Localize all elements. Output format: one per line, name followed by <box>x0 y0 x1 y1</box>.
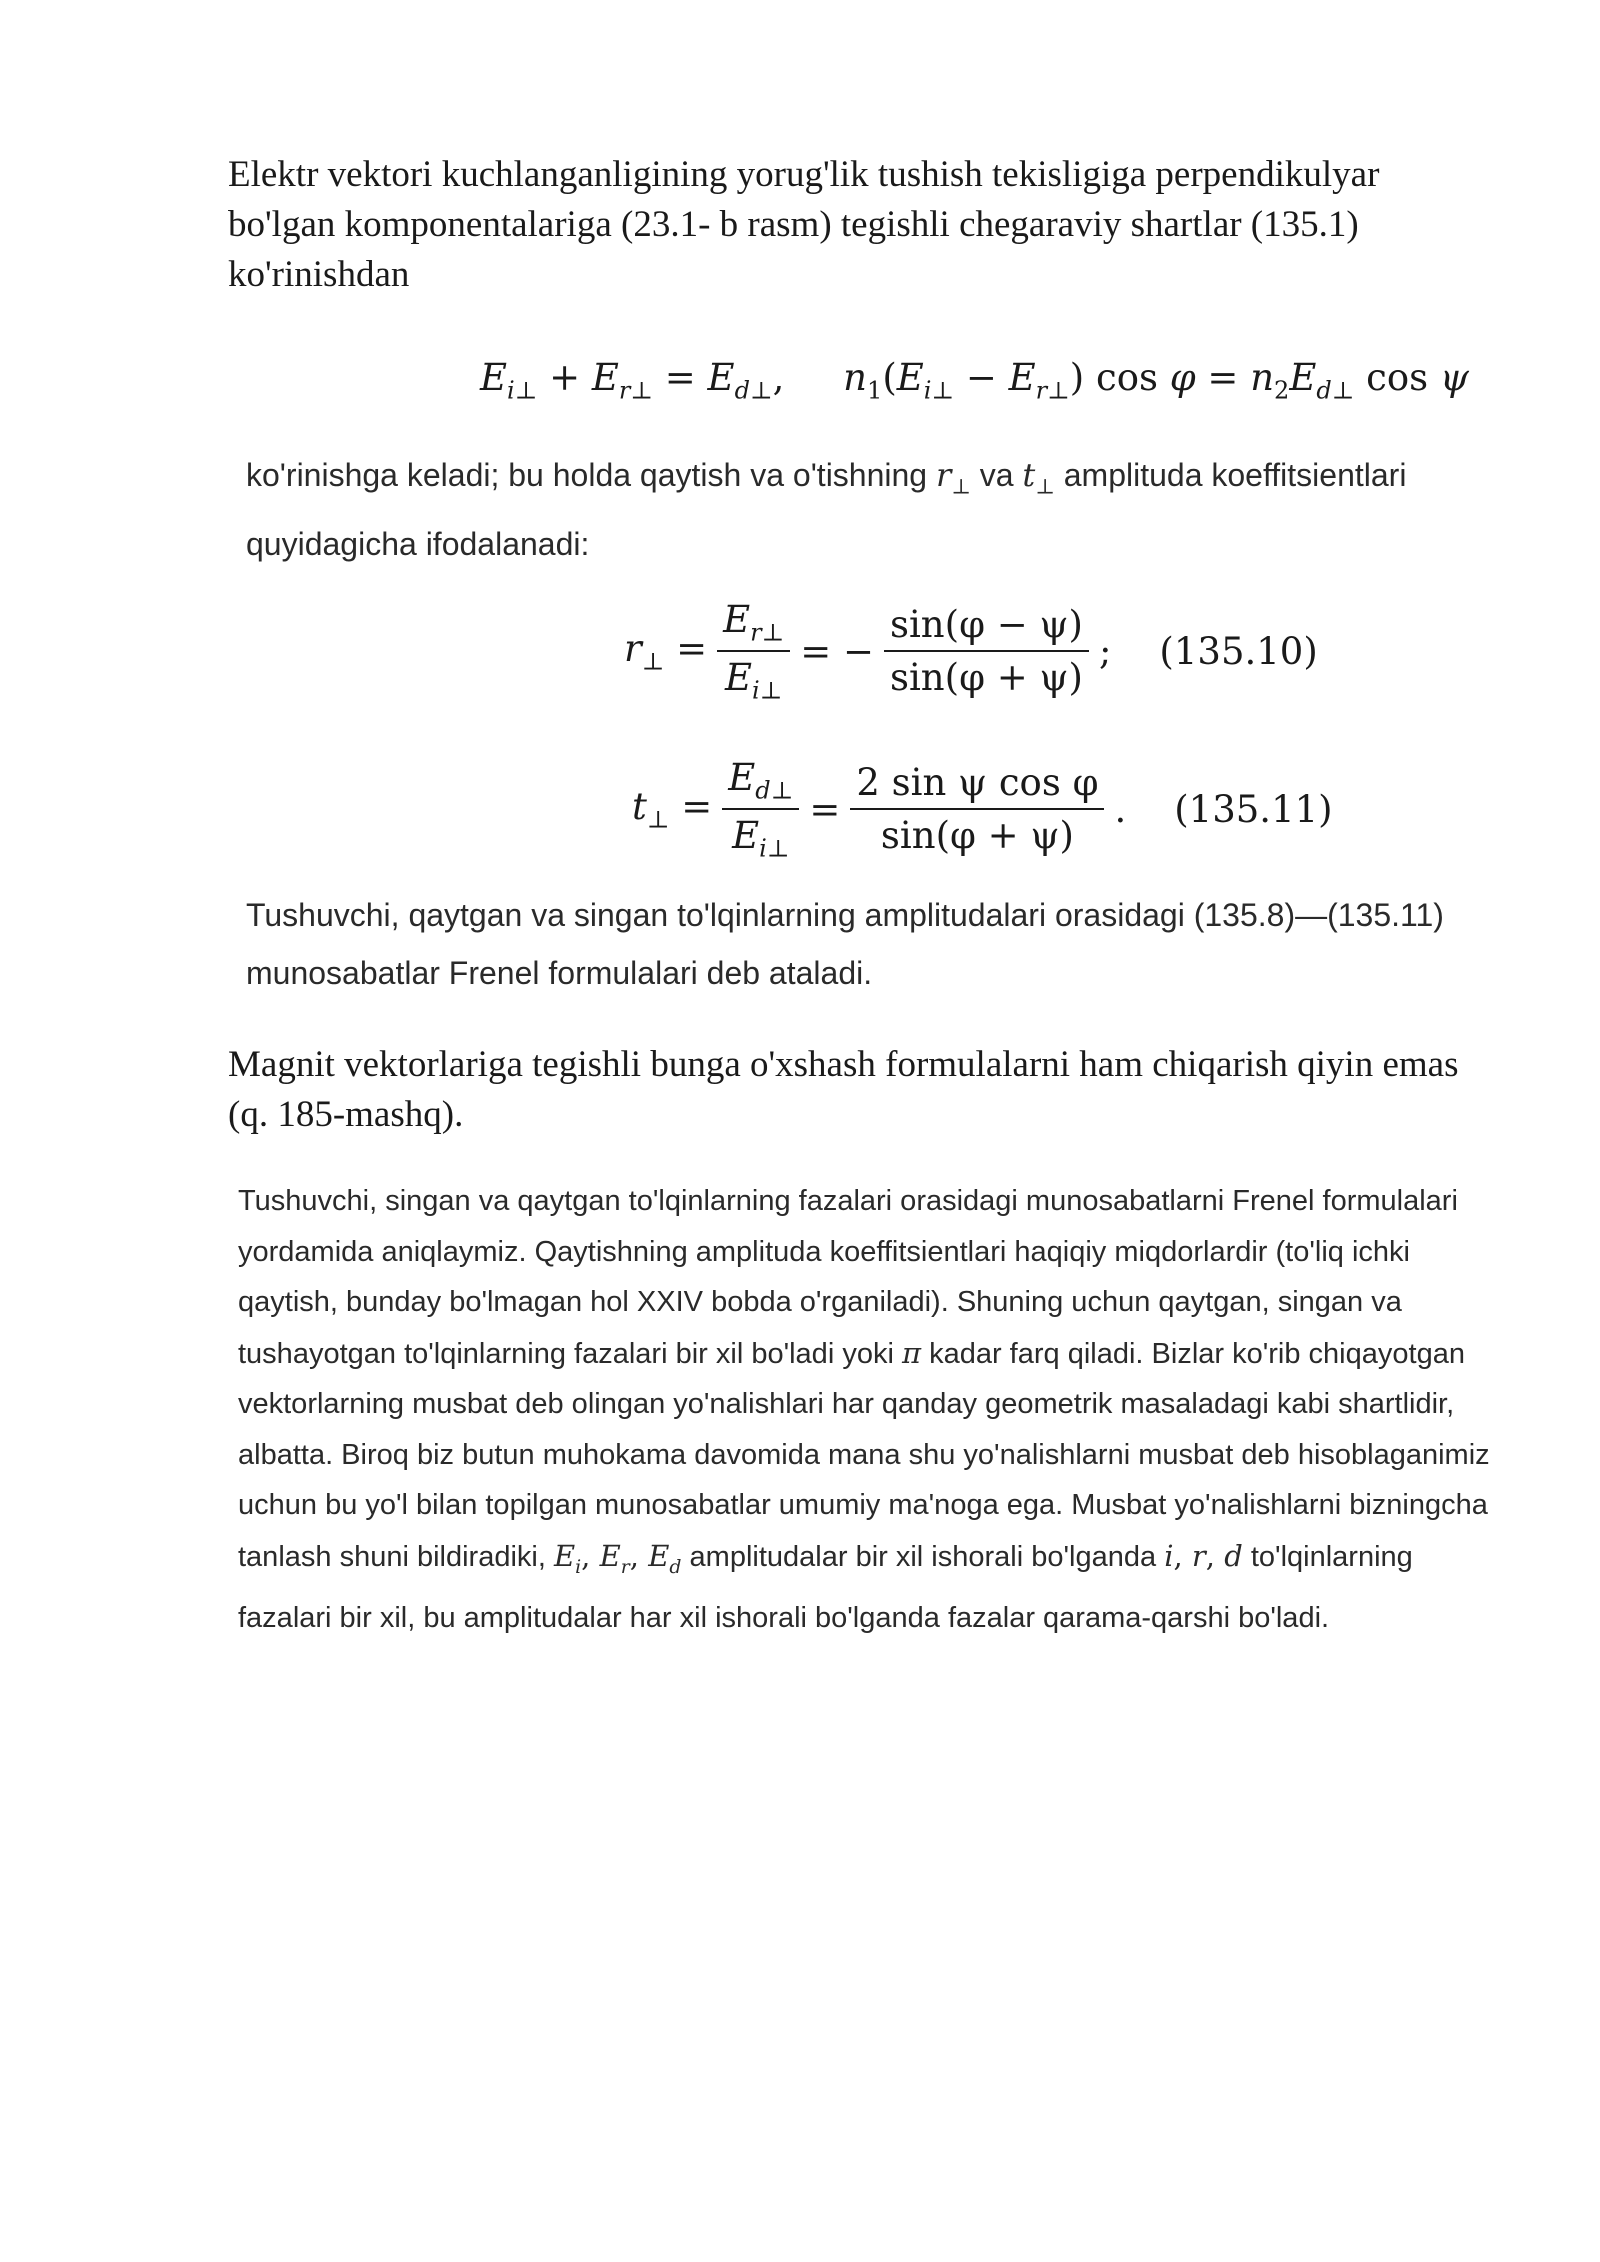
text-segment: kadar farq qiladi. Bizlar ko'rib chiqayotgan vektorlarning musbat deb olingan yo'nalishlari har qanday geometrik masaladagi kabi shartlidir, albatta. Biroq biz butun muhokama davomida mana shu yo'nalishlarni musbat deb hisoblaganimiz uchun bu yo'l bilan topilgan munosabatlar umumiy ma'noga ega. Musbat yo'nalishlarni bizningcha tanlash shuni bildiradiki, <box>238 1337 1490 1573</box>
paragraph-coefficients <box>246 446 1496 573</box>
text-segment: va <box>979 457 1014 493</box>
equation-boundary-conditions: $E_{i\perp} + E_{r\perp} = E_{d\perp}$, $n_1(E_{i\perp} - E_{r\perp})$ $\cos \varphi = n_2E_{d\perp}$ cos ψ <box>480 356 1469 405</box>
equation-t-perp: $t_\perp$ = $\frac{E_{d\perp}}{E_{i\perp}}$ = $\frac{\text{2 sin ψ cos φ}}{\sin(\varphi + \psi)}$ . (135.11) <box>632 756 1333 863</box>
text-segment: amplituda koeffitsientlari quyidagicha ifodalanadi: <box>246 457 1407 563</box>
text-segment: to'lqinlarning fazalari bir xil, bu amplitudalar har xil ishorali bo'lganda fazalar qarama-qarshi bo'ladi. <box>238 1540 1413 1634</box>
paragraph-frenel: Tushuvchi, qaytgan va singan to'lqinlarning amplitudalari orasidagi (135.8)—(135.11) munosabatlar Frenel formulalari deb ataladi. <box>246 897 1444 991</box>
symbol-pi: π <box>901 1335 922 1370</box>
fraction-ed-ei: $\frac{E_{d\perp}}{E_{i\perp}}$ <box>722 756 799 863</box>
fraction-sin: $\frac{\sin(\varphi - \psi)}{\sin(\varphi + \psi)}$ <box>884 603 1089 699</box>
text-segment: amplitudalar bir xil ishorali bo'lganda <box>689 1540 1157 1573</box>
symbol-r-perp: $r_\perp$ <box>935 456 971 499</box>
symbols-amplitudes: $E_i$, $E_r$, $E_d$ <box>553 1538 682 1578</box>
paragraph-intro: Elektr vektori kuchlanganligining yorug'lik tushish tekisligiga perpendikulyar bo'lgan komponentalariga (23.1- b rasm) tegishli chegaraviy shartlar (135.1) ko'rinishdan <box>228 154 1380 295</box>
symbol-t-perp: $t_\perp$ <box>1022 456 1055 499</box>
text-segment: ko'rinishga keladi; bu holda qaytish va o'tishning <box>246 457 928 493</box>
symbols-waves: i, r, d <box>1164 1538 1243 1573</box>
paragraph-magnetic: Magnit vektorlariga tegishli bunga o'xshash formulalarni ham chiqarish qiyin emas (q. 185-mashq). <box>228 1044 1459 1135</box>
text-segment: Tushuvchi, singan va qaytgan to'lqinlarning fazalari orasidagi munosabatlarni Frenel formulalari yordamida aniqlaymiz. Qaytishning amplituda koeffitsientlari haqiqiy miqdorlardir (to'liq ichki qaytish, bunday bo'lmagan hol XXIV bobda o'rganiladi). Shuning uchun qaytgan, singan va tushayotgan to'lqinlarning fazalari bir xil bo'ladi yoki <box>238 1185 1458 1370</box>
equation-number-135-11: (135.11) <box>1174 787 1333 831</box>
eq-symbol-n: n <box>843 356 868 399</box>
fraction-er-ei: $\frac{E_{r\perp}}{E_{i\perp}}$ <box>717 598 790 705</box>
equation-r-perp: $r_\perp$ = $\frac{E_{r\perp}}{E_{i\perp}}$ = − $\frac{\sin(\varphi - \psi)}{\sin(\varphi + \psi)}$ ; (135.10) <box>624 598 1318 705</box>
fraction-sin-cos: $\frac{\text{2 sin ψ cos φ}}{\sin(\varphi + \psi)}$ <box>850 761 1104 857</box>
paragraph-phases <box>238 1176 1500 1643</box>
eq-symbol: E <box>480 356 508 399</box>
equation-number-135-10: (135.10) <box>1159 629 1318 673</box>
